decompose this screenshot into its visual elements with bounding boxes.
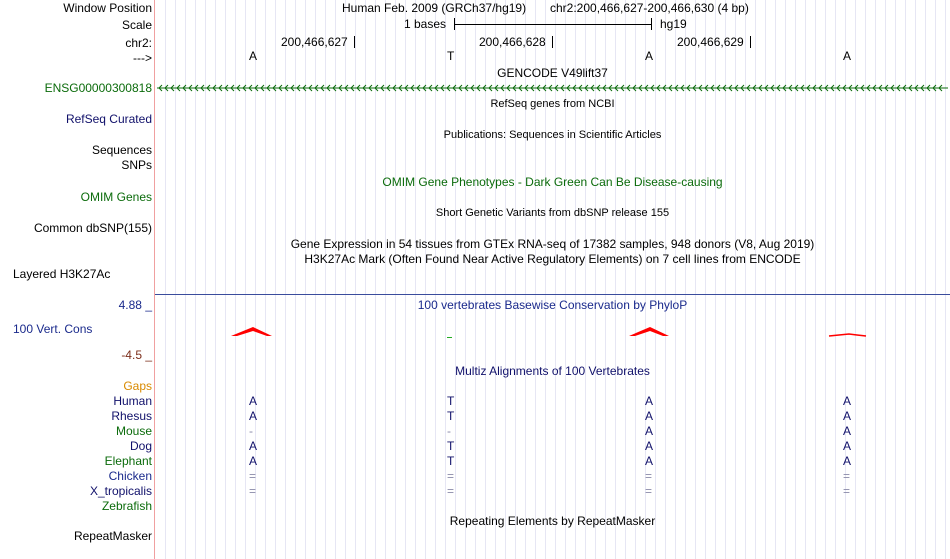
assembly-name: Human Feb. 2009 (GRCh37/hg19) xyxy=(342,1,527,15)
species-base: A xyxy=(249,439,258,453)
gencode-gene-label[interactable]: ENSG00000300818 xyxy=(44,81,152,95)
species-base: A xyxy=(249,454,258,468)
species-label[interactable]: Mouse xyxy=(115,424,152,438)
species-label[interactable]: X_tropicalis xyxy=(89,484,152,498)
species-base: = xyxy=(447,469,455,483)
publications-sequences-label[interactable]: Sequences xyxy=(91,143,152,157)
species-label[interactable]: Rhesus xyxy=(111,409,152,423)
phylop-min-label: -4.5 _ xyxy=(121,348,152,362)
repeatmasker-track-title: Repeating Elements by RepeatMasker xyxy=(449,514,656,528)
ruler-coord-1: 200,466,627 xyxy=(281,35,348,49)
species-base: - xyxy=(447,424,451,438)
base-3: A xyxy=(645,49,654,63)
window-position-value: chr2:200,466,627-200,466,630 (4 bp) xyxy=(550,1,749,15)
multiz-track-title: Multiz Alignments of 100 Vertebrates xyxy=(455,364,650,378)
species-base: T xyxy=(447,394,455,408)
species-base: A xyxy=(645,409,654,423)
ruler-coord-3: 200,466,629 xyxy=(677,35,744,49)
dbsnp-track-title: Short Genetic Variants from dbSNP release 155 xyxy=(435,207,670,219)
ruler-tick xyxy=(750,36,751,48)
h3k27ac-track-title: H3K27Ac Mark (Often Found Near Active Regulatory Elements) on 7 cell lines from ENCODE xyxy=(304,252,801,266)
species-base: A xyxy=(249,409,258,423)
ruler-tick xyxy=(354,36,355,48)
species-base: A xyxy=(645,439,654,453)
refseq-track-title: RefSeq genes from NCBI xyxy=(490,98,615,110)
omim-track-title: OMIM Gene Phenotypes - Dark Green Can Be Disease-causing xyxy=(382,175,723,189)
base-1: A xyxy=(249,49,258,63)
species-base: = xyxy=(645,484,653,498)
species-base: A xyxy=(843,454,852,468)
species-label[interactable]: Chicken xyxy=(108,469,152,483)
species-base: A xyxy=(843,439,852,453)
species-base: = xyxy=(447,484,455,498)
species-base: A xyxy=(645,424,654,438)
base-2: T xyxy=(447,49,455,63)
phylop-peak-4 xyxy=(829,334,866,336)
dbsnp-track-label[interactable]: Common dbSNP(155) xyxy=(33,221,152,235)
scale-label: Scale xyxy=(121,18,152,32)
species-base: A xyxy=(843,394,852,408)
species-base: = xyxy=(249,469,257,483)
species-label[interactable]: Zebrafish xyxy=(101,499,152,513)
base-4: A xyxy=(843,49,852,63)
multiz-gaps-label[interactable]: Gaps xyxy=(123,379,152,393)
species-base: A xyxy=(249,394,258,408)
gencode-track-title: GENCODE V49lift37 xyxy=(497,66,608,80)
gencode-gene-feature[interactable] xyxy=(155,82,950,94)
publications-snps-label[interactable]: SNPs xyxy=(121,158,152,172)
scale-db: hg19 xyxy=(660,17,687,31)
species-base: T xyxy=(447,454,455,468)
species-label[interactable]: Elephant xyxy=(104,454,152,468)
strand-label: ---> xyxy=(133,51,152,65)
refseq-track-label[interactable]: RefSeq Curated xyxy=(65,112,152,126)
scale-bar xyxy=(454,17,652,31)
publications-track-title: Publications: Sequences in Scientific Articles xyxy=(443,129,662,141)
species-base: A xyxy=(843,409,852,423)
phylop-neutral-2 xyxy=(447,337,452,338)
phylop-peak-1 xyxy=(231,327,272,336)
phylop-track-label[interactable]: 100 Vert. Cons xyxy=(13,322,93,336)
chrom-label: chr2: xyxy=(125,36,152,50)
species-base: T xyxy=(447,439,455,453)
species-base: = xyxy=(843,484,851,498)
omim-track-label[interactable]: OMIM Genes xyxy=(80,190,152,204)
phylop-track-title: 100 vertebrates Basewise Conservation by PhyloP xyxy=(417,298,688,312)
species-base: A xyxy=(645,454,654,468)
track-separator xyxy=(155,294,950,295)
species-base: A xyxy=(645,394,654,408)
species-base: = xyxy=(249,484,257,498)
phylop-max-label: 4.88 _ xyxy=(118,298,152,312)
species-base: = xyxy=(645,469,653,483)
ruler-tick xyxy=(552,36,553,48)
phylop-peak-3 xyxy=(629,327,669,336)
repeatmasker-track-label[interactable]: RepeatMasker xyxy=(73,529,152,543)
phylop-signal xyxy=(155,320,950,344)
ruler-coord-2: 200,466,628 xyxy=(479,35,546,49)
species-base: T xyxy=(447,409,455,423)
h3k27ac-track-label[interactable]: Layered H3K27Ac xyxy=(13,267,111,281)
scale-text: 1 bases xyxy=(404,17,447,31)
species-base: - xyxy=(249,424,253,438)
species-label[interactable]: Human xyxy=(113,394,152,408)
species-label[interactable]: Dog xyxy=(129,439,152,453)
species-base: A xyxy=(843,424,852,438)
gtex-track-title: Gene Expression in 54 tissues from GTEx RNA-seq of 17382 samples, 948 donors (V8, Aug 2019) xyxy=(290,237,815,251)
window-position-label: Window Position xyxy=(63,1,152,15)
species-base: = xyxy=(843,469,851,483)
